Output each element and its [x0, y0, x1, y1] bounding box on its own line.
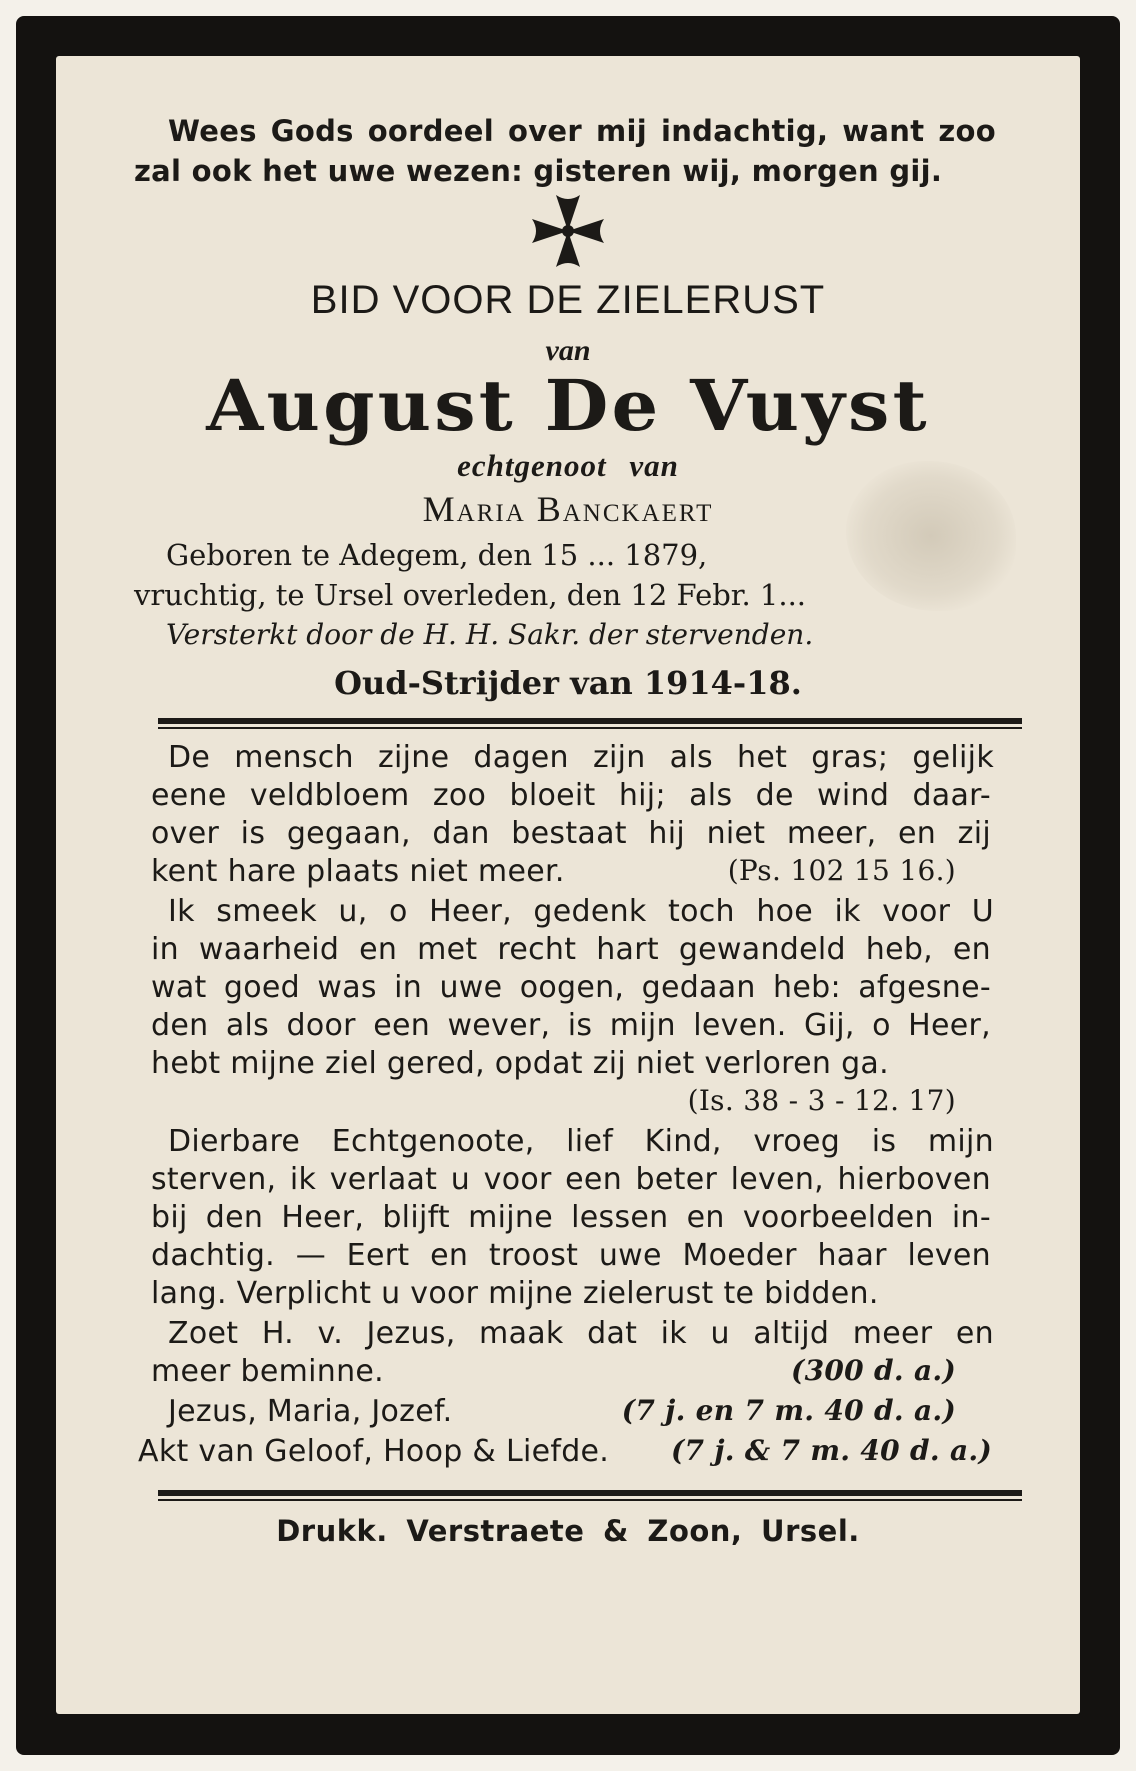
farewell-line-2: sterven, ik verlaat u voor een beter leven, hierboven — [151, 1162, 991, 1197]
farewell-line-1: Dierbare Echtgenoote, lief Kind, vroeg is mijn — [168, 1124, 994, 1159]
sacred-heart-indulgence: (300 d. a.) — [791, 1354, 956, 1387]
deceased-name: August De Vuyst — [206, 364, 930, 447]
sacraments-line: Versterkt door de H. H. Sakr. der stervenden. — [166, 618, 814, 651]
farewell-line-3: bij den Heer, blijft mijne lessen en voorbeelden in- — [151, 1200, 991, 1235]
spouse-name: Maria Banckaert — [422, 489, 714, 529]
sacred-heart-prayer-line-1: Zoet H. v. Jezus, maak dat ik u altijd meer en — [168, 1316, 994, 1351]
psalm-line-4: kent hare plaats niet meer. — [151, 854, 565, 889]
isaiah-reference: (Is. 38 - 3 - 12. 17) — [687, 1084, 956, 1117]
cross-pattee-icon — [528, 191, 608, 271]
isaiah-line-3: wat goed was in uwe oogen, gedaan heb: afgesne- — [151, 970, 991, 1005]
farewell-line-4: dachtig. — Eert en troost uwe Moeder haar leven — [151, 1238, 991, 1273]
isaiah-line-4: den als door een wever, is mijn leven. Gij, o Heer, — [151, 1008, 991, 1043]
isaiah-line-5: hebt mijne ziel gered, opdat zij niet verloren ga. — [151, 1046, 889, 1081]
psalm-line-1: De mensch zijne dagen zijn als het gras; gelijk — [168, 740, 994, 775]
sacred-heart-prayer-line-2: meer beminne. — [151, 1354, 384, 1389]
jmj-prayer: Jezus, Maria, Jozef. — [168, 1394, 453, 1429]
van-label: van — [545, 334, 591, 367]
isaiah-line-1: Ik smeek u, o Heer, gedenk toch hoe ik voor U — [168, 894, 994, 929]
printer-credit: Drukk. Verstraete & Zoon, Ursel. — [276, 1514, 860, 1548]
psalm-line-3: over is gegaan, dan bestaat hij niet meer, en zij — [151, 816, 991, 851]
top-divider — [158, 718, 1022, 729]
epigraph-line-1: Wees Gods oordeel over mij indachtig, want zoo — [168, 114, 996, 148]
veteran-line: Oud-Strijder van 1914-18. — [334, 664, 802, 702]
isaiah-line-2: in waarheid en met recht hart gewandeld heb, en — [151, 932, 991, 967]
prayer-heading: BID VOOR DE ZIELERUST — [310, 278, 826, 322]
birth-line: Geboren te Adegem, den 15 ... 1879, — [166, 538, 708, 572]
spouse-intro: echtgenoot van — [457, 448, 679, 483]
memorial-card — [56, 56, 1080, 1714]
epigraph-line-2: zal ook het uwe wezen: gisteren wij, morgen gij. — [134, 154, 943, 188]
acts-prayer: Akt van Geloof, Hoop & Liefde. — [138, 1434, 610, 1469]
acts-indulgence: (7 j. & 7 m. 40 d. a.) — [670, 1434, 992, 1467]
psalm-reference: (Ps. 102 15 16.) — [727, 854, 956, 887]
bottom-divider — [158, 1490, 1022, 1501]
jmj-indulgence: (7 j. en 7 m. 40 d. a.) — [621, 1394, 956, 1427]
death-line: vruchtig, te Ursel overleden, den 12 Febr. 1... — [134, 578, 807, 612]
farewell-line-5: lang. Verplicht u voor mijne zielerust te bidden. — [151, 1276, 879, 1311]
psalm-line-2: eene veldbloem zoo bloeit hij; als de wind daar- — [151, 778, 991, 813]
memorial-card-border — [16, 16, 1120, 1755]
